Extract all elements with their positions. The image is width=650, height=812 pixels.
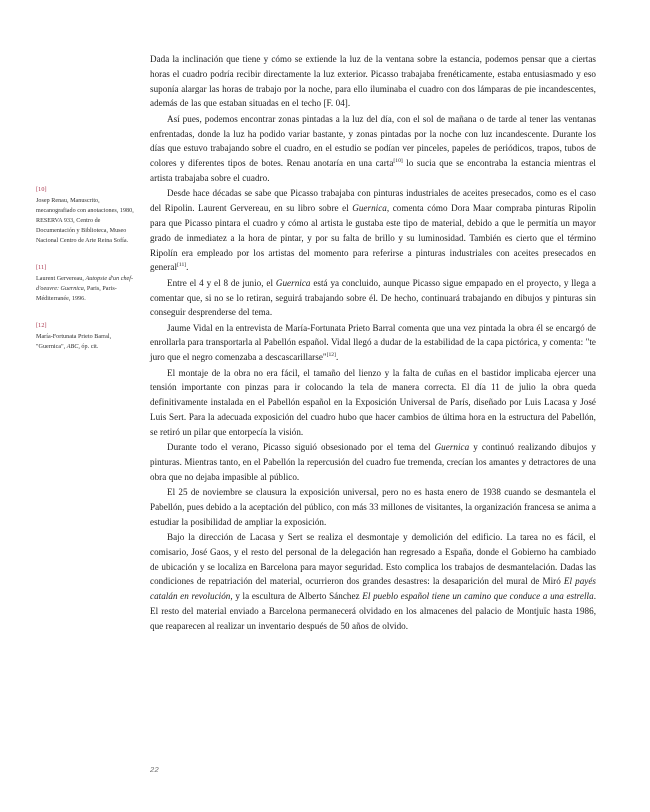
- paragraph-text: .: [335, 352, 339, 363]
- paragraph-text: El montaje de la obra no era fácil, el tamaño del lienzo y la falta de cuñas en el bastidor implicaba ejercer una tensión importante con pinzas para ir colocando la tela de manera correcta. El día 11 de julio la obra queda definitivamente instalada en el Pabellón español en la Exposición Universal de París, diseñado por Luis Lacasa y José Luis Sert. Para la adecuada exposición del cuadro hubo que hacer cambios de última hora en la estructura del Pabellón, se retiró un pilar que entorpecía la visión.: [150, 367, 596, 437]
- paragraph: [150, 366, 596, 440]
- footnote-marker[interactable]: [12]: [326, 352, 336, 359]
- margin-note: [36, 264, 140, 305]
- paragraph-text: Dada la inclinación que tiene y cómo se extiende la luz de la ventana sobre la estancia, podemos pensar que a ciertas horas el cuadro podría recibir directamente la luz exterior. Picasso trabajaba frenéticamente, estaba entusiasmado y eso suponía alargar las horas de trabajo por la noche, para ello iluminaba el cuadro con dos lámparas de pie incandescentes, además de las que estaban situadas en el techo [F. 04].: [150, 54, 596, 109]
- margin-note-title: ABC: [66, 343, 79, 350]
- margin-note-text: Laurent Gervereau, Autopsie d'un chef-d'oeuvre: Guernica, Paris, Paris-Méditerranée, 1996.: [36, 275, 134, 302]
- paragraph: [150, 485, 596, 529]
- paragraph: [150, 52, 596, 111]
- paragraph-text: El 25 de noviembre se clausura la exposición universal, pero no es hasta enero de 1938 cuando se desmantela el Pabellón, pues debido a la aceptación del público, con más 33 millones de visitantes, la organización francesa se anima a estudiar la posibilidad de ampliar la exposición.: [150, 487, 596, 527]
- paragraph-text: y continuó realizando dibujos y pinturas. Mientras tanto, en el Pabellón la repercusión del cuadro fue tremenda, crecían los amantes y detractores de una obra que no dejaba impasible al público.: [150, 442, 596, 482]
- paragraph-text: Durante todo el verano, Picasso siguió obsesionado por el tema del: [167, 442, 435, 453]
- footnote-marker[interactable]: [11]: [177, 262, 187, 269]
- paragraph-text: Desde hace décadas se sabe que Picasso trabajaba con pinturas industriales de aceites presecados, como es el caso del Ripolin. Laurent Gervereau, en su libro sobre el: [150, 188, 596, 214]
- footnote-marker[interactable]: [10]: [393, 158, 403, 165]
- page-number: 22: [150, 765, 160, 774]
- paragraph: [150, 112, 596, 186]
- paragraph: [150, 276, 596, 320]
- paragraph-text: lo sucia que se encontraba la estancia mientras el artista trabajaba sobre el cuadro.: [150, 158, 596, 183]
- paragraph-text: , comenta cómo Dora Maar compraba pinturas Ripolin para que Picasso pintara el cuadro y cómo al artista le gustaba este tipo de material, debido a que le permitía un mayor grado de inmediatez a la hora de pintar, y por su falta de brillo y su luminosidad. También es cierto que el término Ripolín era empleado por los artistas del momento para referirse a pinturas industriales con aceites presecados en general: [150, 203, 596, 273]
- paragraph-text: está ya concluido, aunque Picasso sigue empapado en el proyecto, y llega a comentar que, si no se lo retiran, seguirá trabajando sobre él. De hecho, continuará trabajando en dibujos y pinturas sin conseguir desprenderse del tema.: [150, 277, 597, 318]
- paragraph-text: Jaume Vidal en la entrevista de María-Fortunata Prieto Barral comenta que una vez pintada la obra él se encargó de enrollarla para transportarla al Pabellón español. Vidal llegó a dudar de la estabilidad de la capa pictórica, y comenta: "te juro que el negro comenzaba a descascarillarse": [150, 322, 596, 363]
- paragraph-text: .: [186, 262, 189, 273]
- main-text-column: [150, 52, 596, 634]
- margin-note-title: Autopsie d'un chef-d'oeuvre: Guernica: [36, 275, 134, 292]
- paragraph: [150, 440, 596, 484]
- italic-title: Guernica: [434, 442, 470, 453]
- paragraph-text: Así pues, podemos encontrar zonas pintadas a la luz del día, con el sol de mañana o de tarde al tener las ventanas enfrentadas, donde la luz ha podido variar bastante, y zonas pintadas por la noche con luz incandescente. Durante los días que estuvo trabajando sobre el cuadro, en el estudio se podían ver pinceles, papeles de periódicos, trapos, tubos de colores y diferentes tipos de botes. Renau anotaría en una carta: [150, 113, 596, 169]
- paragraph: [150, 186, 596, 275]
- italic-title: El pueblo español tiene un camino que conduce a una estrella: [362, 591, 594, 602]
- paragraph-text: . El resto del material enviado a Barcelona permanecerá olvidado en los almacenes del palacio de Montjuïc hasta 1986, que reaparecen al realizar un inventario después de 50 años de olvido.: [150, 591, 597, 631]
- margin-note-text: Josep Renau, Manuscrito, mecanografiado con anotaciones, 1980, RESERVA 933, Centro de Documentación y Biblioteca, Museo Nacional Centro de Arte Reina Sofía.: [36, 198, 134, 244]
- margin-notes-column: [36, 186, 140, 370]
- paragraph-text: Bajo la dirección de Lacasa y Sert se realiza el desmontaje y demolición del edificio. La tarea no es fácil, el comisario, José Gaos, y el resto del personal de la delegación han regresado a España, donde el Gobierno ha cambiado de ubicación y se localiza en Barcelona para mayor seguridad. Esto complica los trabajos de desmantelación. Dadas las condiciones de repatriación del material, ocurrieron dos grandes desastres: la desaparición del mural de Miró: [150, 532, 596, 587]
- italic-title: El payés catalán en revolución: [150, 576, 597, 602]
- paragraph: [150, 321, 596, 365]
- paragraph: [150, 530, 596, 634]
- italic-title: Guernica: [275, 277, 311, 288]
- margin-note: [36, 322, 140, 353]
- paragraph-text: , y la escultura de Alberto Sánchez: [230, 591, 363, 602]
- margin-note-number: [11]: [36, 264, 47, 271]
- italic-title: Guernica: [352, 203, 387, 214]
- margin-note-number: [10]: [36, 187, 47, 193]
- paragraph-text: Entre el 4 y el 8 de junio, el: [167, 277, 276, 288]
- margin-note-number: [12]: [36, 322, 47, 329]
- margin-note-text: María-Fortunata Prieto Barral, "Guernica", ABC, óp. cit.: [36, 333, 112, 350]
- margin-note: [36, 186, 140, 247]
